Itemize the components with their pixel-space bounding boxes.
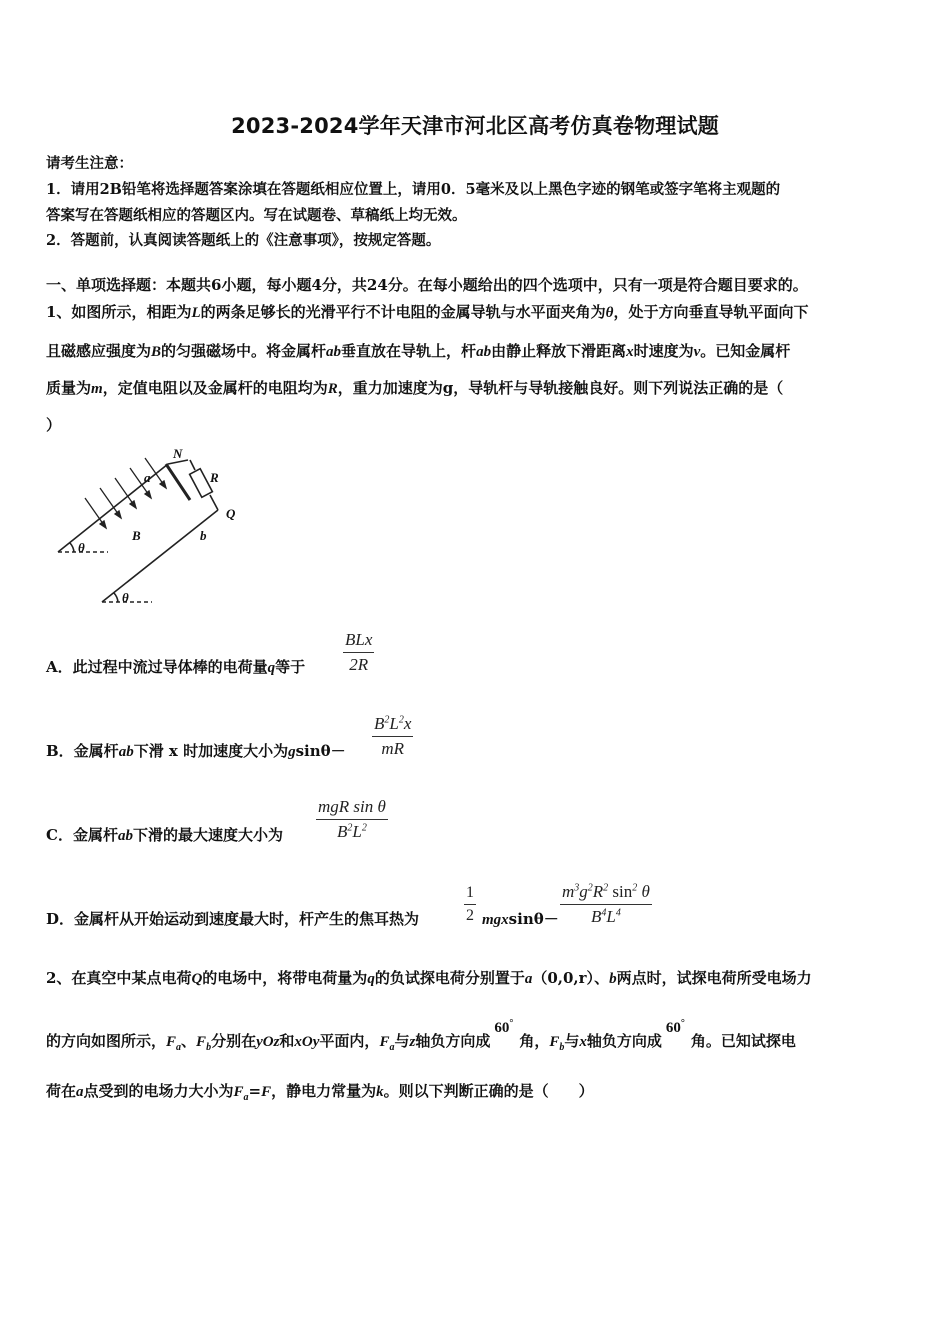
option-b-fraction: $B^2L^2x$ mR [374,714,412,758]
option-c[interactable]: C．金属杆ab下滑的最大速度大小为 [46,826,283,844]
q2-line-1: 2、在真空中某点电荷Q的电场中，将带电荷量为q的负试探电荷分别置于a（0,0,r）、b两点时，试探电荷所受电场力 [46,969,812,987]
notice-line-1: 1．请用2B铅笔将选择题答案涂填在答题纸相应位置上，请用0．5毫米及以上黑色字迹的钢笔或签字笔将主观题的 [46,181,781,198]
rail-lower [102,510,218,602]
label-b-field: B [132,528,141,543]
q2-line-3: 荷在a点受到的电场力大小为$F_a=F$，静电力常量为k。则以下判断正确的是（ ） [46,1082,594,1103]
option-b[interactable]: B．金属杆ab下滑 x 时加速度大小为gsinθ－ [46,742,346,760]
q2-line-2: 的方向如图所示，$F_a$、$F_b$分别在yOz和xOy平面内，$F_a$与z轴负方向成60°角，$F_b$与x轴负方向成60°角。已知试探电 [46,1018,796,1053]
page-title: 2023-2024学年天津市河北区高考仿真卷物理试题 [231,114,719,138]
label-q: Q [226,506,236,521]
option-c-fraction: mgR sin θ $B^2L^2$ [318,797,386,841]
wire-to-q [210,495,218,510]
q1-line-1: 1、如图所示，相距为L的两条足够长的光滑平行不计电阻的金属导轨与水平面夹角为θ，处于方向垂直导轨平面向下 [46,303,809,321]
label-theta-2: θ [122,590,129,605]
label-r: R [210,470,219,485]
q1-line-3: 质量为m，定值电阻以及金属杆的电阻均为R，重力加速度为g，导轨杆与导轨接触良好。则下列说法正确的是（ [46,379,784,397]
resistor-box [190,469,213,498]
option-d[interactable]: D．金属杆从开始运动到速度最大时，杆产生的焦耳热为 [46,910,420,928]
label-a: a [144,470,151,485]
section-heading: 一、单项选择题：本题共6小题，每小题4分，共24分。在每小题给出的四个选项中，只有一项是符合题目要求的。 [46,276,808,294]
notice-heading: 请考生注意： [46,155,133,172]
angle-arc-1 [70,543,74,552]
notice-line-2: 答案写在答题纸相应的答题区内。写在试题卷、草稿纸上均无效。 [46,207,467,224]
metal-rod [166,464,190,500]
q1-line-4: ） [46,416,62,434]
option-d-half: 1 2 [466,884,474,924]
label-theta-1: θ [78,540,85,555]
wire-to-resistor [190,460,195,470]
label-b-point: b [200,528,207,543]
option-a-fraction: BLx 2R [345,630,373,674]
option-a[interactable]: A．此过程中流过导体棒的电荷量q等于 [46,658,306,676]
q1-line-2: 且磁感应强度为B的匀强磁场中。将金属杆ab垂直放在导轨上，杆ab由静止释放下滑距离x时速度为v。已知金属杆 [46,342,791,360]
rail-upper [58,464,168,552]
label-n: N [173,446,183,461]
q1-figure [40,440,260,610]
option-d-fraction: $m^3g^2R^2$ $\sin^2 \theta$ $B^4L^4$ [562,882,650,926]
angle-arc-2 [114,593,118,602]
option-d-expr: mgxsinθ－ [482,910,559,928]
notice-line-3: 2．答题前，认真阅读答题纸上的《注意事项》，按规定答题。 [46,232,441,249]
